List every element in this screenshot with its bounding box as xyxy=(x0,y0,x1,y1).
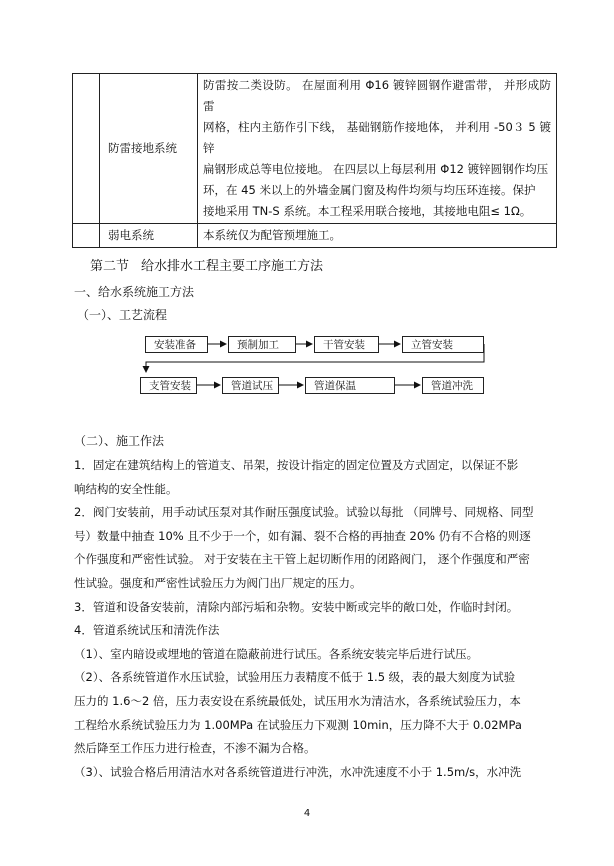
table-cell-blank xyxy=(73,224,100,248)
body-line: 工程给水系统试验压力为 1.00MPa 在试验压力下观测 10min，压力降不大于 0.02MPa xyxy=(74,717,522,732)
table-cell-label: 弱电系统 xyxy=(100,224,198,248)
table-cell-content xyxy=(198,224,557,248)
table-cell-content xyxy=(198,74,557,224)
flow-step: 安装准备 xyxy=(145,336,208,353)
heading-process-flow: （一）、工艺流程 xyxy=(77,308,168,322)
table-text-line: 扁钢形成总等电位接地。 在四层以上每层利用 Φ12 镀锌圆钢作均压 xyxy=(203,162,549,176)
heading-water-supply: 一、给水系统施工方法 xyxy=(74,285,195,299)
body-line: 响结构的安全性能。 xyxy=(74,481,178,496)
body-line: 压力的 1.6～2 倍，压力表安设在系统最低处，试压用水为清洁水，各系统试验压力，本 xyxy=(74,693,521,708)
flow-step: 立管安装 xyxy=(402,336,484,353)
flow-step: 预制加工 xyxy=(228,336,296,353)
table-text-line: 防雷按二类设防。 在屋面利用 Φ16 镀锌圆钢作避雷带， 并形成防雷 xyxy=(203,78,551,113)
body-line: 性试验。强度和严密性试验压力为阀门出厂规定的压力。 xyxy=(74,575,362,590)
body-line: （2）、各系统管道作水压试验，试验用压力表精度不低于 1.5 级，表的最大刻度为试验 xyxy=(74,670,516,685)
table-text-line: 本系统仅为配管预埋施工。 xyxy=(203,228,341,242)
body-line: 2．阀门安装前，用手动试压泵对其作耐压强度试验。试验以每批 （同牌号、同规格、同型 xyxy=(74,505,534,520)
spec-table xyxy=(72,73,557,248)
body-line: 3．管道和设备安装前，清除内部污垢和杂物。安装中断或完毕的敞口处，作临时封闭。 xyxy=(74,599,519,614)
page-number: 4 xyxy=(303,808,311,819)
body-line: 个作强度和严密性试验。 对于安装在主干管上起切断作用的闭路阀门， 逐个作强度和严密 xyxy=(74,552,530,567)
body-line: （1）、室内暗设或埋地的管道在隐蔽前进行试压。各系统安装完毕后进行试压。 xyxy=(74,646,479,661)
heading-construction-method: （二）、施工作法 xyxy=(74,434,165,448)
flow-step: 干管安装 xyxy=(314,336,379,353)
table-text-line: 网格，柱内主筋作引下线， 基础钢筋作接地体， 并利用 -50３ 5 镀锌 xyxy=(203,120,551,155)
table-cell-blank xyxy=(73,74,100,224)
section-heading xyxy=(90,255,323,274)
body-line: （3）、试验合格后用清洁水对各系统管道进行冲洗，水冲洗速度不小于 1.5m/s，水冲洗 xyxy=(74,764,522,779)
flow-step: 管道保温 xyxy=(305,377,395,394)
table-cell-label: 防雷接地系统 xyxy=(100,74,198,224)
flow-step: 管道试压 xyxy=(222,377,279,394)
body-line: 号）数量中抽查 10% 且不少于一个，如有漏、裂不合格的再抽查 20% 仍有不合格的则逐 xyxy=(74,528,531,543)
section-title: 给水排水工程主要工序施工方法 xyxy=(141,259,324,274)
flow-step: 管道冲洗 xyxy=(422,377,484,394)
body-line: 然后降至工作压力进行检查，不渗不漏为合格。 xyxy=(74,741,316,756)
flow-step: 支管安装 xyxy=(140,377,197,394)
section-number: 第二节 xyxy=(90,259,130,274)
table-text-line: 接地采用 TN-S 系统。本工程采用联合接地，其接地电阻≤ 1Ω。 xyxy=(203,204,532,218)
body-line: 1．固定在建筑结构上的管道支、吊架，按设计指定的固定位置及方式固定，以保证不影 xyxy=(74,458,519,472)
table-row xyxy=(73,74,557,224)
table-row xyxy=(73,224,557,248)
body-text xyxy=(74,454,549,784)
body-line: 4．管道系统试压和清洗作法 xyxy=(74,623,220,638)
table-text-line: 环，在 45 米以上的外墙金属门窗及构件均须与均压环连接。保护 xyxy=(203,183,536,197)
